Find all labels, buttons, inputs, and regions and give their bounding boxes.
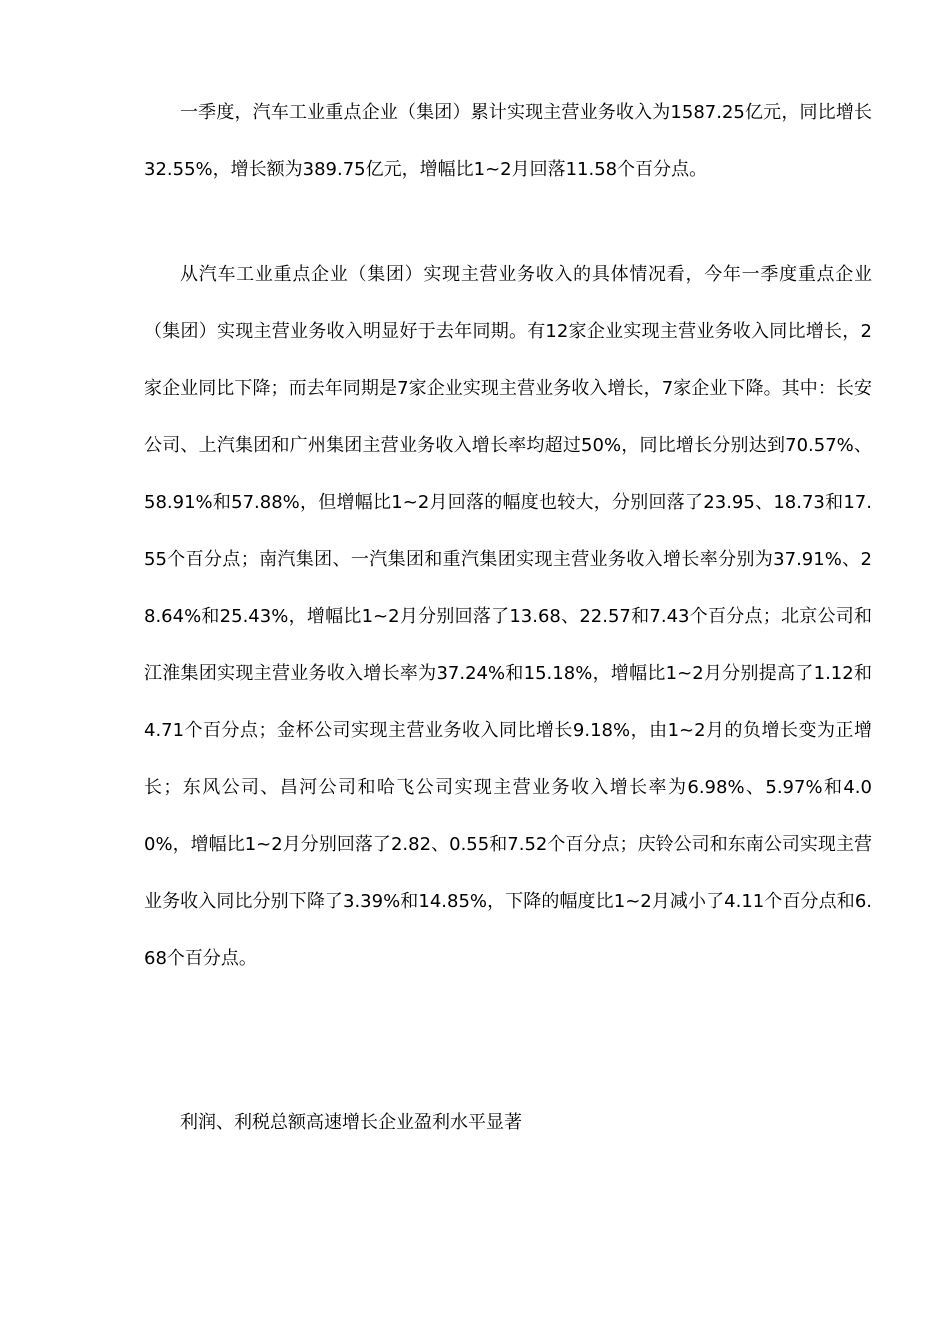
paragraph-revenue-details: 从汽车工业重点企业（集团）实现主营业务收入的具体情况看，今年一季度重点企业（集团）实现主营业务收入明显好于去年同期。有12家企业实现主营业务收入同比增长，2家企业同比下降；而去年同期是7家企业实现主营业务收入增长，7家企业下降。其中：长安公司、上汽集团和广州集团主营业务收入增长率均超过50%，同比增长分别达到70.57%、58.91%和57.88%，但增幅比1~2月回落的幅度也较大，分别回落了23.95、18.73和17.55个百分点；南汽集团、一汽集团和重汽集团实现主营业务收入增长率分别为37.91%、28.64%和25.43%，增幅比1~2月分别回落了13.68、22.57和7.43个百分点；北京公司和江淮集团实现主营业务收入增长率为37.24%和15.18%，增幅比1~2月分别提高了1.12和4.71个百分点；金杯公司实现主营业务收入同比增长9.18%，由1~2月的负增长变为正增长；东风公司、昌河公司和哈飞公司实现主营业务收入增长率为6.98%、5.97%和4.00%，增幅比1~2月分别回落了2.82、0.55和7.52个百分点；庆铃公司和东南公司实现主营业务收入同比分别下降了3.39%和14.85%，下降的幅度比1~2月减小了4.11个百分点和6.68个百分点。: [144, 264, 872, 969]
paragraph-revenue-summary: 一季度，汽车工业重点企业（集团）累计实现主营业务收入为1587.25亿元，同比增长32.55%，增长额为389.75亿元，增幅比1~2月回落11.58个百分点。: [144, 102, 872, 180]
paragraph-profit-heading: 利润、利税总额高速增长企业盈利水平显著: [180, 1112, 522, 1133]
